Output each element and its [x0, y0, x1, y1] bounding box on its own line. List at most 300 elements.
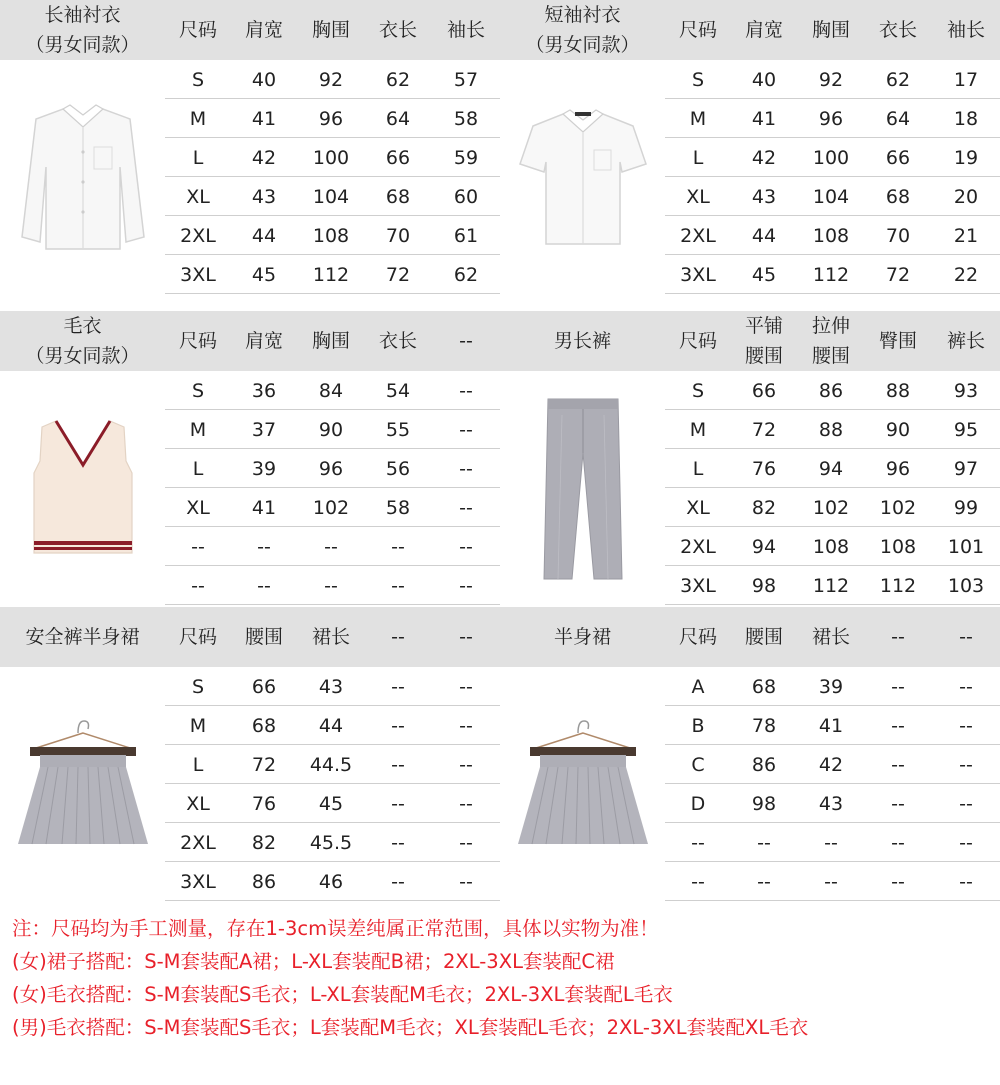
measurement-cell: 108: [879, 535, 917, 558]
table-row: [165, 566, 500, 605]
measurement-cell: 66: [385, 146, 411, 169]
measurement-cell: --: [257, 535, 271, 558]
short-sleeve-shirt-image: [508, 102, 658, 252]
column-header: [365, 311, 431, 371]
measurement-cell: --: [391, 574, 405, 597]
table-row: [665, 784, 1000, 823]
size-cell: --: [691, 831, 705, 854]
column-header: [365, 0, 431, 60]
measurement-cell: 41: [818, 714, 844, 737]
measurement-cell: --: [891, 714, 905, 737]
column-header: [731, 607, 797, 667]
measurement-cell: --: [324, 574, 338, 597]
column-header-line: 腰围: [744, 626, 783, 648]
measurement-cell: 37: [251, 418, 277, 441]
measurement-cell: 68: [751, 675, 777, 698]
column-header: [665, 311, 731, 371]
measurement-cell: 112: [312, 263, 350, 286]
column-header-line: 裙长: [311, 626, 350, 648]
column-header-line: 衣长: [878, 19, 917, 41]
measurement-cell: --: [459, 831, 473, 854]
measurement-cell: 62: [385, 68, 411, 91]
table-row: [165, 823, 500, 862]
measurement-cell: 43: [818, 792, 844, 815]
table-row: [665, 138, 1000, 177]
measurement-cell: 68: [885, 185, 911, 208]
column-header: [665, 607, 731, 667]
measurement-cell: 78: [751, 714, 777, 737]
table-row: [665, 255, 1000, 294]
measurement-cell: --: [391, 535, 405, 558]
size-cell: L: [192, 146, 204, 169]
column-header-line: 胸围: [311, 19, 350, 41]
measurement-cell: --: [959, 792, 973, 815]
measurement-cell: --: [257, 574, 271, 597]
garment-image: [500, 60, 665, 294]
size-cell: B: [691, 714, 705, 737]
garment-name: [0, 607, 165, 667]
measurement-cell: 96: [818, 107, 844, 130]
table-row: [665, 371, 1000, 410]
size-cell: M: [189, 107, 207, 130]
measurement-cell: 62: [885, 68, 911, 91]
measurement-cell: --: [459, 714, 473, 737]
column-header: [731, 311, 797, 371]
measurement-cell: 101: [947, 535, 985, 558]
column-header-line: 胸围: [811, 19, 850, 41]
table-row: [665, 823, 1000, 862]
column-header-line: 腰围: [811, 345, 850, 367]
measurement-cell: --: [891, 831, 905, 854]
measurement-cell: 94: [751, 535, 777, 558]
column-header: [865, 607, 931, 667]
measurement-cell: 59: [453, 146, 479, 169]
measurement-cell: 56: [385, 457, 411, 480]
column-header: [798, 0, 864, 60]
size-cell: 3XL: [680, 574, 716, 597]
size-cell: --: [191, 535, 205, 558]
measurement-cell: --: [891, 870, 905, 893]
size-cell: M: [689, 107, 707, 130]
column-header-line: 裤长: [946, 330, 985, 352]
measurement-cell: 66: [885, 146, 911, 169]
size-cell: A: [691, 675, 705, 698]
measurement-cell: 93: [953, 379, 979, 402]
measurement-cell: --: [891, 675, 905, 698]
column-header: [298, 607, 364, 667]
column-header-line: --: [891, 626, 905, 648]
pleated-skirt-image: [508, 709, 658, 859]
measurement-cell: 98: [751, 574, 777, 597]
column-header: [798, 311, 864, 371]
pleated-skirt-image: [8, 709, 158, 859]
size-cell: 2XL: [680, 535, 716, 558]
measurement-cell: 108: [812, 535, 850, 558]
measurement-cell: 104: [312, 185, 350, 208]
measurement-cell: --: [891, 753, 905, 776]
column-header: [231, 311, 297, 371]
column-header-line: 尺码: [678, 626, 717, 648]
measurement-cell: 92: [818, 68, 844, 91]
measurement-cell: 46: [318, 870, 344, 893]
measurement-cell: --: [391, 714, 405, 737]
table-row: [665, 410, 1000, 449]
size-cell: M: [189, 714, 207, 737]
measurement-cell: 66: [251, 675, 277, 698]
measurement-cell: 86: [751, 753, 777, 776]
measurement-cell: 95: [953, 418, 979, 441]
column-header-line: 尺码: [678, 19, 717, 41]
size-cell: 3XL: [180, 870, 216, 893]
column-header-line: 裙长: [811, 626, 850, 648]
measurement-cell: 84: [318, 379, 344, 402]
measurement-cell: 72: [385, 263, 411, 286]
column-header: [433, 311, 499, 371]
table-row: [665, 60, 1000, 99]
measurement-cell: --: [959, 870, 973, 893]
table-row: [165, 449, 500, 488]
table-row: [165, 667, 500, 706]
column-header: [865, 311, 931, 371]
measurement-cell: 112: [812, 574, 850, 597]
measurement-cell: 45: [318, 792, 344, 815]
measurement-cell: 40: [751, 68, 777, 91]
size-cell: L: [692, 146, 704, 169]
measurement-cell: 88: [818, 418, 844, 441]
column-header: [433, 0, 499, 60]
measurement-cell: 76: [751, 457, 777, 480]
table-row: [665, 566, 1000, 605]
garment-image: [0, 60, 165, 294]
measurement-cell: 40: [251, 68, 277, 91]
garment-name-line: 男长裤: [553, 330, 611, 352]
size-cell: XL: [686, 496, 710, 519]
measurement-cell: 99: [953, 496, 979, 519]
measurement-cell: 90: [318, 418, 344, 441]
measurement-cell: 86: [818, 379, 844, 402]
measurement-cell: --: [459, 496, 473, 519]
table-row: [165, 862, 500, 901]
measurement-cell: 68: [385, 185, 411, 208]
column-header-line: 尺码: [178, 330, 217, 352]
column-header: [231, 607, 297, 667]
measurement-cell: 100: [312, 146, 350, 169]
size-cell: S: [191, 675, 205, 698]
measurement-cell: 42: [251, 146, 277, 169]
measurement-cell: --: [459, 675, 473, 698]
garment-name: [500, 311, 665, 371]
measurement-cell: --: [459, 870, 473, 893]
size-cell: XL: [186, 185, 210, 208]
garment-name-line: 长袖衬衣: [44, 4, 121, 26]
measurement-cell: --: [824, 831, 838, 854]
measurement-cell: --: [391, 870, 405, 893]
measurement-cell: 41: [751, 107, 777, 130]
measurement-cell: --: [459, 792, 473, 815]
measurement-cell: 39: [818, 675, 844, 698]
size-cell: 2XL: [680, 224, 716, 247]
column-header: [731, 0, 797, 60]
measurement-cell: 104: [812, 185, 850, 208]
measurement-cell: 61: [453, 224, 479, 247]
garment-image: [0, 667, 165, 901]
table-row: [165, 488, 500, 527]
measurement-cell: 88: [885, 379, 911, 402]
measurement-cell: --: [757, 831, 771, 854]
measurement-cell: --: [459, 457, 473, 480]
column-header-line: 胸围: [311, 330, 350, 352]
measurement-cell: 62: [453, 263, 479, 286]
size-cell: M: [689, 418, 707, 441]
column-header: [433, 607, 499, 667]
measurement-cell: 21: [953, 224, 979, 247]
measurement-cell: 76: [251, 792, 277, 815]
measurement-cell: 96: [318, 107, 344, 130]
column-header: [933, 311, 999, 371]
column-header-line: 尺码: [178, 626, 217, 648]
note-skirt-pairing: (女)裙子搭配：S-M套装配A裙；L-XL套装配B裙；2XL-3XL套装配C裙: [12, 950, 615, 973]
measurement-cell: 68: [251, 714, 277, 737]
measurement-cell: 103: [947, 574, 985, 597]
measurement-cell: 58: [385, 496, 411, 519]
measurement-cell: 102: [812, 496, 850, 519]
size-cell: 3XL: [180, 263, 216, 286]
measurement-cell: 54: [385, 379, 411, 402]
measurement-cell: 43: [318, 675, 344, 698]
measurement-cell: 108: [812, 224, 850, 247]
measurement-cell: 43: [751, 185, 777, 208]
measurement-cell: 41: [251, 496, 277, 519]
column-header-line: --: [459, 330, 473, 352]
measurement-cell: 112: [879, 574, 917, 597]
table-row: [165, 216, 500, 255]
garment-name-line: 安全裤半身裙: [25, 626, 140, 648]
measurement-cell: 94: [818, 457, 844, 480]
measurement-cell: 57: [453, 68, 479, 91]
table-row: [165, 410, 500, 449]
garment-name-line: （男女同款）: [525, 34, 640, 56]
table-row: [165, 527, 500, 566]
column-header: [933, 0, 999, 60]
size-cell: 2XL: [180, 831, 216, 854]
column-header-line: 肩宽: [244, 19, 283, 41]
size-cell: S: [691, 68, 705, 91]
measurement-cell: 45: [251, 263, 277, 286]
measurement-cell: 98: [751, 792, 777, 815]
table-row: [165, 177, 500, 216]
measurement-cell: 100: [812, 146, 850, 169]
measurement-cell: --: [959, 714, 973, 737]
measurement-cell: --: [459, 379, 473, 402]
measurement-cell: 60: [453, 185, 479, 208]
size-cell: S: [191, 68, 205, 91]
garment-name-line: 短袖衬衣: [544, 4, 621, 26]
column-header-line: 袖长: [446, 19, 485, 41]
measurement-cell: 20: [953, 185, 979, 208]
measurement-cell: 66: [751, 379, 777, 402]
measurement-cell: --: [391, 675, 405, 698]
column-header: [165, 607, 231, 667]
long-sleeve-shirt-image: [8, 97, 158, 257]
column-header-line: 拉伸: [811, 315, 850, 337]
measurement-cell: --: [459, 418, 473, 441]
column-header-line: 臀围: [878, 330, 917, 352]
measurement-cell: 44.5: [309, 753, 353, 776]
measurement-cell: 96: [318, 457, 344, 480]
note-women-sweater-pairing: (女)毛衣搭配：S-M套装配S毛衣；L-XL套装配M毛衣；2XL-3XL套装配L毛衣: [12, 983, 673, 1006]
column-header-line: 平铺: [744, 315, 783, 337]
size-cell: XL: [186, 792, 210, 815]
measurement-cell: 42: [751, 146, 777, 169]
column-header: [298, 311, 364, 371]
column-header-line: --: [391, 626, 405, 648]
measurement-cell: 72: [885, 263, 911, 286]
measurement-cell: --: [757, 870, 771, 893]
garment-name-line: 毛衣: [63, 315, 102, 337]
measurement-cell: 112: [812, 263, 850, 286]
column-header-line: 袖长: [946, 19, 985, 41]
garment-name-line: （男女同款）: [25, 34, 140, 56]
column-header: [165, 0, 231, 60]
measurement-cell: 36: [251, 379, 277, 402]
measurement-cell: 97: [953, 457, 979, 480]
table-row: [165, 745, 500, 784]
table-row: [665, 488, 1000, 527]
measurement-cell: --: [324, 535, 338, 558]
size-cell: M: [189, 418, 207, 441]
table-row: [165, 371, 500, 410]
column-header: [665, 0, 731, 60]
column-header-line: --: [959, 626, 973, 648]
measurement-cell: --: [891, 792, 905, 815]
column-header-line: 腰围: [744, 345, 783, 367]
measurement-cell: 43: [251, 185, 277, 208]
table-row: [665, 99, 1000, 138]
measurement-cell: 102: [879, 496, 917, 519]
measurement-cell: 70: [385, 224, 411, 247]
measurement-cell: --: [459, 753, 473, 776]
garment-name: [0, 311, 165, 371]
measurement-cell: 55: [385, 418, 411, 441]
measurement-cell: --: [391, 831, 405, 854]
table-row: [165, 706, 500, 745]
size-cell: S: [191, 379, 205, 402]
garment-name: [0, 0, 165, 60]
measurement-cell: 102: [312, 496, 350, 519]
column-header-line: 尺码: [678, 330, 717, 352]
measurement-cell: 72: [751, 418, 777, 441]
column-header: [298, 0, 364, 60]
measurement-cell: 44: [751, 224, 777, 247]
table-row: [165, 99, 500, 138]
measurement-cell: 41: [251, 107, 277, 130]
measurement-cell: --: [391, 753, 405, 776]
trousers-image: [538, 393, 628, 583]
size-notes: [12, 912, 992, 1044]
size-cell: 3XL: [680, 263, 716, 286]
table-row: [165, 60, 500, 99]
measurement-cell: --: [459, 535, 473, 558]
table-row: [665, 745, 1000, 784]
column-header-line: 衣长: [378, 19, 417, 41]
column-header: [865, 0, 931, 60]
table-row: [665, 449, 1000, 488]
table-row: [665, 706, 1000, 745]
measurement-cell: --: [959, 831, 973, 854]
garment-image: [500, 371, 665, 605]
column-header-line: 衣长: [378, 330, 417, 352]
measurement-cell: --: [959, 675, 973, 698]
garment-name-line: （男女同款）: [25, 345, 140, 367]
measurement-cell: 44: [251, 224, 277, 247]
column-header-line: 肩宽: [744, 19, 783, 41]
column-header: [165, 311, 231, 371]
measurement-cell: 70: [885, 224, 911, 247]
table-row: [665, 177, 1000, 216]
note-measurement: 注：尺码均为手工测量，存在1-3cm误差纯属正常范围，具体以实物为准！: [12, 917, 659, 940]
garment-name: [500, 0, 665, 60]
garment-image: [0, 371, 165, 605]
garment-name-line: 半身裙: [553, 626, 611, 648]
column-header-line: 腰围: [244, 626, 283, 648]
size-cell: L: [692, 457, 704, 480]
measurement-cell: 82: [751, 496, 777, 519]
measurement-cell: 108: [312, 224, 350, 247]
measurement-cell: 19: [953, 146, 979, 169]
measurement-cell: 90: [885, 418, 911, 441]
measurement-cell: 64: [885, 107, 911, 130]
size-cell: XL: [686, 185, 710, 208]
size-cell: 2XL: [180, 224, 216, 247]
measurement-cell: 96: [885, 457, 911, 480]
measurement-cell: 92: [318, 68, 344, 91]
column-header: [933, 607, 999, 667]
measurement-cell: --: [824, 870, 838, 893]
measurement-cell: 45.5: [309, 831, 353, 854]
sweater-vest-image: [28, 413, 138, 563]
measurement-cell: 18: [953, 107, 979, 130]
measurement-cell: 82: [251, 831, 277, 854]
column-header-line: 尺码: [178, 19, 217, 41]
table-row: [165, 138, 500, 177]
table-row: [665, 667, 1000, 706]
measurement-cell: 72: [251, 753, 277, 776]
column-header: [231, 0, 297, 60]
size-cell: S: [691, 379, 705, 402]
measurement-cell: 39: [251, 457, 277, 480]
size-cell: XL: [186, 496, 210, 519]
table-row: [665, 862, 1000, 901]
measurement-cell: 86: [251, 870, 277, 893]
garment-image: [500, 667, 665, 901]
size-cell: L: [192, 753, 204, 776]
measurement-cell: 17: [953, 68, 979, 91]
table-row: [665, 216, 1000, 255]
column-header: [798, 607, 864, 667]
table-row: [165, 784, 500, 823]
measurement-cell: --: [391, 792, 405, 815]
column-header: [365, 607, 431, 667]
measurement-cell: 44: [318, 714, 344, 737]
measurement-cell: 22: [953, 263, 979, 286]
column-header-line: 肩宽: [244, 330, 283, 352]
table-row: [165, 255, 500, 294]
measurement-cell: 58: [453, 107, 479, 130]
measurement-cell: --: [459, 574, 473, 597]
size-cell: D: [690, 792, 706, 815]
measurement-cell: 42: [818, 753, 844, 776]
size-cell: --: [191, 574, 205, 597]
